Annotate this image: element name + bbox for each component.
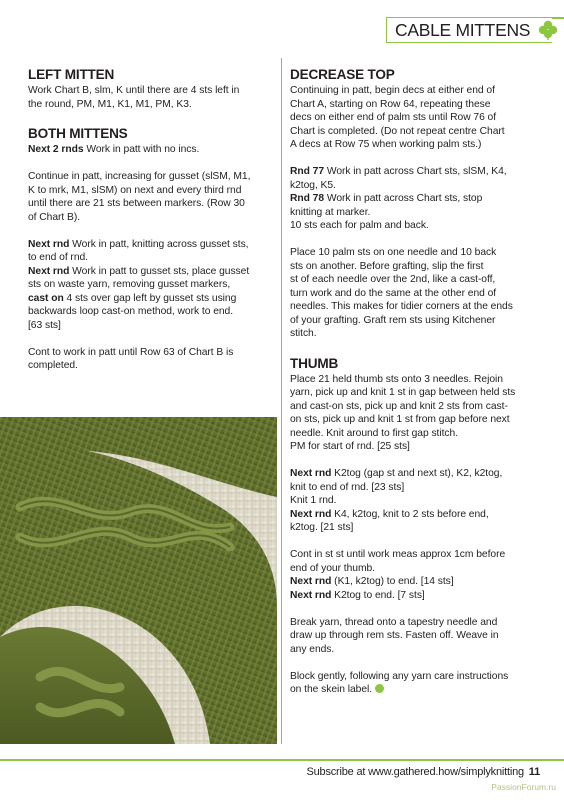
- subscribe-link[interactable]: Subscribe at www.gathered.how/simplyknitting: [306, 766, 524, 778]
- both-mittens-para-2: Continue in patt, increasing for gusset (slSM, M1, K to mrk, M1, slSM) on next and every third rnd until there are 21 sts between markers. (Row 30 of Chart B).: [28, 171, 251, 223]
- mitten-photo: [0, 417, 277, 744]
- section-title: CABLE MITTENS: [395, 19, 531, 40]
- watermark: PassionForum.ru: [491, 782, 556, 792]
- decrease-top-para-3: Place 10 palm sts on one needle and 10 back sts on another. Before grafting, slip the first st of each needle over the 2nd, like a cast-off, turn work and do the same at the other end of needles. This makes for tidier corners at the ends of your grafting. Graft rem sts using Kitchener stitch.: [290, 247, 513, 339]
- column-divider: [281, 58, 282, 744]
- knitted-mitten-image: [0, 417, 277, 744]
- left-mitten-heading: LEFT MITTEN: [28, 67, 115, 82]
- both-mittens-para-1: Next 2 rnds Work in patt with no incs.: [28, 144, 200, 155]
- decrease-top-heading: DECREASE TOP: [290, 67, 395, 82]
- footer: [306, 766, 540, 778]
- clover-icon: [538, 19, 558, 41]
- thumb-para-3: Cont in st st until work meas approx 1cm before end of your thumb. Next rnd (K1, k2tog) to end. [14 sts] Next rnd K2tog to end. [7 sts]: [290, 549, 506, 601]
- right-column: [290, 67, 546, 697]
- page-number: 11: [528, 766, 540, 778]
- section-title-tab: [386, 17, 552, 43]
- thumb-para-2: Next rnd K2tog (gap st and next st), K2, k2tog, knit to end of rnd. [23 sts] Knit 1 rnd. Next rnd K4, k2tog, knit to 2 sts before end, k2tog. [21 sts]: [290, 468, 503, 533]
- footer-rule: [0, 759, 564, 761]
- both-mittens-heading: BOTH MITTENS: [28, 126, 128, 141]
- thumb-para-1: Place 21 held thumb sts onto 3 needles. Rejoin yarn, pick up and knit 1 st in gap between held sts and cast-on sts, pick up and knit 2 sts from cast- on sts, pick up and knit 1 st from gap before next needle. Knit around to first gap stitch. PM for start of rnd. [25 sts]: [290, 373, 516, 452]
- both-mittens-para-4: Cont to work in patt until Row 63 of Chart B is completed.: [28, 346, 234, 371]
- decrease-top-para-2: Rnd 77 Work in patt across Chart sts, slSM, K4, k2tog, K5. Rnd 78 Work in patt across Chart sts, stop knitting at marker. 10 sts each for palm and back.: [290, 166, 507, 231]
- both-mittens-para-3: Next rnd Work in patt, knitting across gusset sts, to end of rnd. Next rnd Work in patt to gusset sts, place gusset sts on waste yarn, removing gusset markers, cast on 4 sts over gap left by gusset sts using backwards loop cast-on method, work to end. [63 sts]: [28, 238, 250, 331]
- thumb-para-5: Block gently, following any yarn care instructions on the skein label.: [290, 670, 509, 695]
- thumb-heading: THUMB: [290, 355, 339, 371]
- end-mark-icon: [375, 684, 384, 693]
- thumb-para-4: Break yarn, thread onto a tapestry needle and draw up through rem sts. Fasten off. Weave in any ends.: [290, 616, 499, 655]
- decrease-top-para-1: Continuing in patt, begin decs at either end of Chart A, starting on Row 64, repeating these decs on either end of palm sts until Row 76 of Chart is completed. (Do not repeat centre Chart A decs at Row 75 when working palm sts.): [290, 85, 505, 150]
- left-mitten-text: Work Chart B, slm, K until there are 4 sts left in the round, PM, M1, K1, M1, PM, K3.: [28, 85, 240, 110]
- left-column: [28, 67, 274, 373]
